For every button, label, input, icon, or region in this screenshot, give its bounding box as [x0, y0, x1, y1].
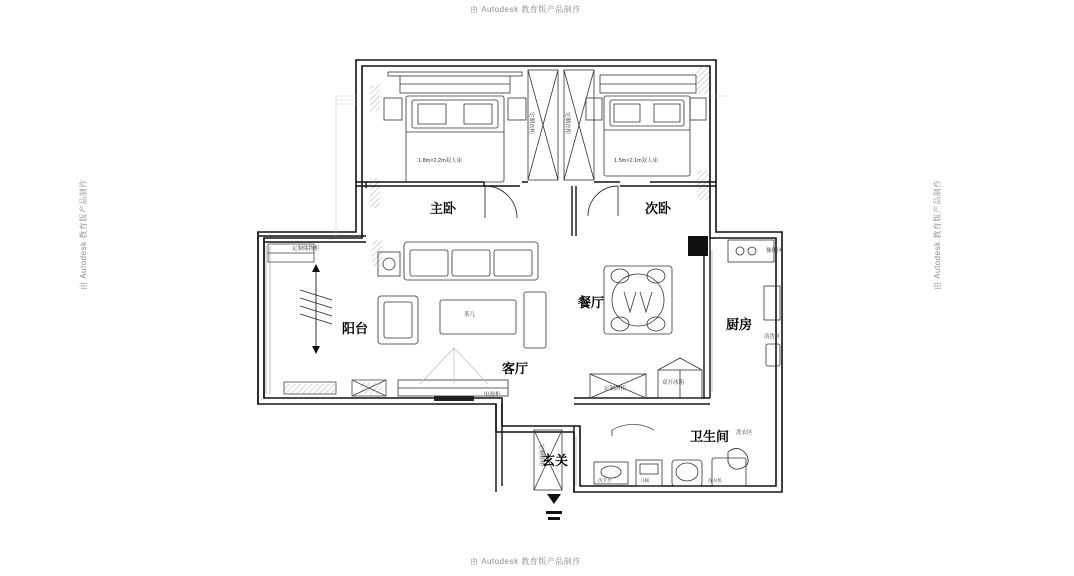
annotation-shoe-cabinet: 定制鞋柜	[538, 444, 544, 467]
annotation-master-bed-size: 1.8m×2.2m双人床	[418, 158, 463, 164]
room-label-entry: 玄关	[542, 453, 569, 468]
room-label-kitchen: 厨房	[726, 317, 753, 332]
annotation-wardrobe-1: 定制衣柜	[528, 112, 534, 135]
room-label-dining-room: 餐厅	[578, 295, 605, 310]
interior-walls	[258, 182, 716, 492]
room-label-balcony: 阳台	[342, 321, 369, 336]
annotation-tv-cabinet: 电视柜	[484, 392, 501, 398]
watermark-right: 由 Autodesk 教育版产品制作	[933, 179, 942, 290]
room-label-second-bedroom: 次卧	[645, 201, 672, 216]
annotation-washing-machine: 洗衣机	[708, 478, 722, 483]
watermark-top: 由 Autodesk 教育版产品制作	[470, 5, 581, 14]
room-label-master-bedroom: 主卧	[430, 201, 457, 216]
annotation-second-bed-size: 1.5m×2.1m双人床	[614, 158, 659, 164]
bedroom-doors	[485, 186, 618, 218]
annotation-coffee-table: 茶几	[464, 312, 476, 318]
annotation-storage-cabinet: 定制储物柜	[292, 246, 320, 252]
wardrobes	[528, 70, 594, 180]
annotation-cooking-zone: 操作区	[766, 248, 783, 254]
annotation-wardrobe-2: 定制衣柜	[564, 112, 570, 135]
entrance-marker	[546, 494, 562, 520]
master-bedroom-furniture	[384, 72, 526, 182]
watermark-bottom: 由 Autodesk 教育版产品制作	[470, 557, 581, 566]
annotation-washbasin: 洗手台	[598, 478, 612, 483]
watermark-left: 由 Autodesk 教育版产品制作	[79, 179, 88, 290]
annotation-washing-zone: 清洗区	[764, 334, 781, 340]
room-label-living-room: 客厅	[502, 361, 529, 376]
annotation-laundry-zone: 洗衣区	[736, 430, 753, 436]
dining-furniture	[604, 266, 672, 334]
annotation-fridge: 双开冰箱	[662, 380, 685, 386]
annotation-wine-cabinet: 定制酒柜	[604, 386, 627, 392]
annotation-toilet: 马桶	[640, 478, 650, 483]
room-label-bathroom: 卫生间	[690, 429, 730, 444]
living-room-furniture	[378, 242, 546, 401]
wall-hatching	[283, 66, 709, 394]
